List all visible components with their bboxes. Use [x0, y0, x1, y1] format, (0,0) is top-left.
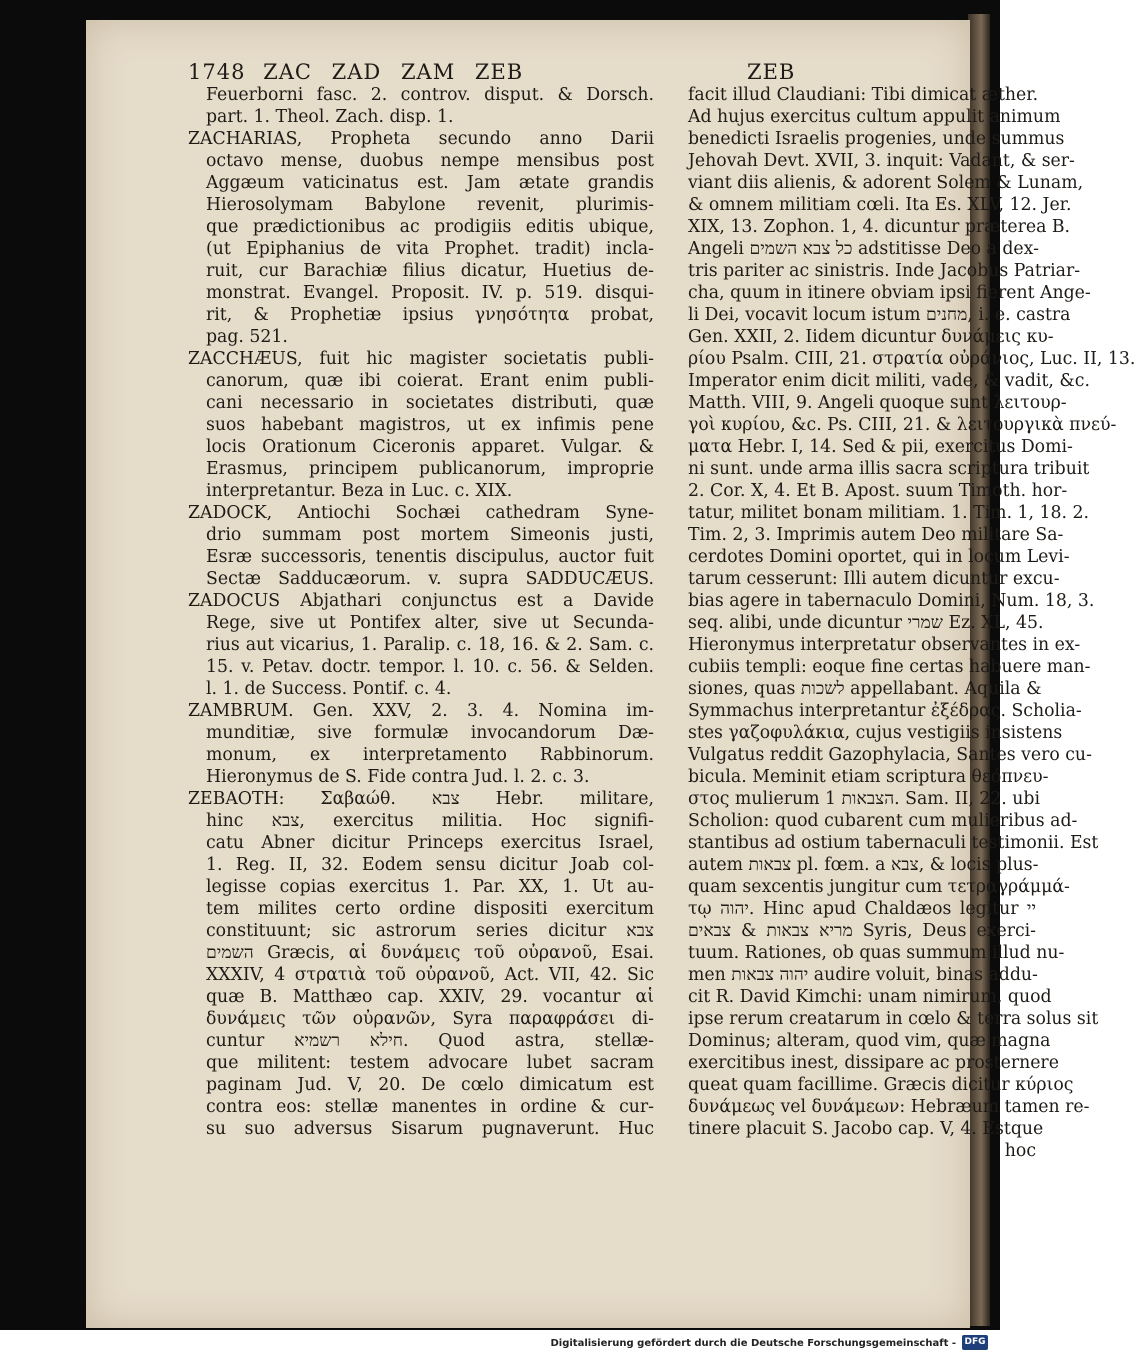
- text-line: quæ B. Matthæo cap. XXIV, 29. vocantur αἱ: [206, 987, 654, 1007]
- text-line: Feuerborni fasc. 2. controv. disput. & Dorsch.: [206, 85, 654, 105]
- text-line: li Dei, vocavit locum istum מחנים, i. e. castra: [688, 305, 1071, 325]
- text-line: cubiis templi: eoque fine certas habuere man-: [688, 657, 1091, 677]
- text-line: 15. v. Petav. doctr. tempor. l. 10. c. 56. & Selden.: [206, 657, 654, 677]
- text-line: מריא צבאות & צבאים Syris, Deus exerci-: [688, 921, 1036, 941]
- text-line: Hierosolymam Babylone revenit, plurimis-: [206, 195, 654, 215]
- text-line: Jehovah Devt. XVII, 3. inquit: Vadant, & ser-: [688, 151, 1075, 171]
- running-head-term: ZAD: [331, 60, 382, 84]
- text-line: ZACCHÆUS, fuit hic magister societatis publi-: [188, 349, 654, 369]
- text-line: Hieronymus de S. Fide contra Jud. l. 2. c. 3.: [206, 767, 590, 787]
- text-line: γοὶ κυρίου, &c. Ps. CIII, 21. & λειτουργικὰ πνεύ-: [688, 415, 1117, 435]
- running-head-left: [188, 60, 535, 84]
- text-line: ZADOCK, Antiochi Sochæi cathedram Syne-: [188, 503, 654, 523]
- text-line: Gen. XXII, 2. Iidem dicuntur δυνάμεις κυ-: [688, 327, 1054, 347]
- left-text-column: [188, 84, 654, 1140]
- text-line: τῳ יהוה. Hinc apud Chaldæos legitur יי: [688, 899, 1036, 919]
- text-line: cani necessario in societates distributi, quæ: [206, 393, 654, 413]
- text-line: stes γαζοφυλάκια, cujus vestigiis insistens: [688, 723, 1063, 743]
- text-line: viant diis alienis, & adorent Solem & Lunam,: [688, 173, 1084, 193]
- text-line: tatur, militet bonam militiam. 1. Tim. 1, 18. 2.: [688, 503, 1089, 523]
- text-line: δυνάμεως vel δυνάμεων: Hebræum tamen re-: [688, 1097, 1090, 1117]
- text-line: monum, ex interpretamento Rabbinorum.: [206, 745, 654, 765]
- running-head-term: ZEB: [474, 60, 524, 84]
- text-line: XXXIV, 4 στρατιὰ τοῦ οὐρανοῦ, Act. VII, 42. Sic: [206, 965, 654, 985]
- text-line: legisse copias exercitus 1. Par. XX, 1. Ut au-: [206, 877, 654, 897]
- text-line: benedicti Israelis progenies, unde summus: [688, 129, 1065, 149]
- text-line: cuntur חילא רשמיא. Quod astra, stellæ-: [206, 1031, 654, 1051]
- text-line: contra eos: stellæ manentes in ordine & cur-: [206, 1097, 654, 1117]
- right-text-column: [688, 84, 1135, 1162]
- text-line: drio summam post mortem Simeonis justi,: [206, 525, 654, 545]
- text-line: Angeli כל צבא השמים adstitisse Deo a dex-: [688, 239, 1039, 259]
- page-number: 1748: [188, 60, 246, 84]
- text-line: tem milites certo ordine dispositi exercitum: [206, 899, 654, 919]
- text-line: stantibus ad ostium tabernaculi testimonii. Est: [688, 833, 1099, 853]
- text-line: Esræ successoris, tenentis discipulus, auctor fuit: [206, 547, 654, 567]
- text-line: στος mulierum הצבאות 1. Sam. II, 22. ubi: [688, 789, 1041, 809]
- text-line: ZAMBRUM. Gen. XXV, 2. 3. 4. Nomina im-: [188, 701, 654, 721]
- running-head-terms: [263, 60, 535, 84]
- text-line: ZADOCUS Abjathari conjunctus est a Davide: [188, 591, 654, 611]
- running-head-right: ZEB: [747, 60, 796, 84]
- text-line: suos habebant magistros, ut ex infimis pene: [206, 415, 654, 435]
- text-line: Dominus; alteram, quod vim, quæ magna: [688, 1031, 1051, 1051]
- text-line: 2. Cor. X, 4. Et B. Apost. suum Timoth. hor-: [688, 481, 1068, 501]
- running-head-term: ZAC: [263, 60, 312, 84]
- dfg-logo: DFG: [962, 1335, 988, 1350]
- text-line: cha, quum in itinere obviam ipsi fierent Ange-: [688, 283, 1091, 303]
- text-line: locis Orationum Ciceronis apparet. Vulgar. &: [206, 437, 654, 457]
- text-line: su suo adversus Sisarum pugnaverunt. Huc: [206, 1119, 654, 1139]
- text-line: munditiæ, sive formulæ invocandorum Dæ-: [206, 723, 654, 743]
- text-line: Rege, sive ut Pontifex alter, sive ut Secunda-: [206, 613, 654, 633]
- text-line: queat quam facillime. Græcis dicitur κύριος: [688, 1075, 1074, 1095]
- text-line: cerdotes Domini oportet, qui in locum Levi-: [688, 547, 1070, 567]
- text-line: Ad hujus exercitus cultum appulit animum: [688, 107, 1061, 127]
- text-line: Symmachus interpretantur ἐξέδρας. Scholia-: [688, 701, 1082, 721]
- text-line: & omnem militiam cœli. Ita Es. XLV, 12. Jer.: [688, 195, 1072, 215]
- text-line: tuum. Rationes, ob quas summum illud nu-: [688, 943, 1065, 963]
- text-line: l. 1. de Success. Pontif. c. 4.: [206, 679, 452, 699]
- text-line: constituunt; sic astrorum series dicitur צבא: [206, 921, 654, 941]
- text-line: ματα Hebr. I, 14. Sed & pii, exercitus Domi-: [688, 437, 1073, 457]
- text-line: ZACHARIAS, Propheta secundo anno Darii: [188, 129, 654, 149]
- text-line: Sectæ Sadducæorum. v. supra SADDUCÆUS.: [206, 569, 654, 589]
- text-line: Vulgatus reddit Gazophylacia, Santes vero cu-: [688, 745, 1092, 765]
- text-line: hoc: [1004, 1141, 1036, 1161]
- text-line: men יהוה צבאות audire voluit, binas addu-: [688, 965, 1038, 985]
- text-line: (ut Epiphanius de vita Prophet. tradit) incla-: [206, 239, 654, 259]
- text-line: que prædictionibus ac prodigiis editis ubique,: [206, 217, 654, 237]
- text-line: Scholion: quod cubarent cum mulieribus ad-: [688, 811, 1078, 831]
- text-line: part. 1. Theol. Zach. disp. 1.: [206, 107, 454, 127]
- text-line: Matth. VIII, 9. Angeli quoque sunt λειτουρ-: [688, 393, 1067, 413]
- text-line: quam sexcentis jungitur cum τετραγράμμά-: [688, 877, 1070, 897]
- text-line: catu Abner dicitur Princeps exercitus Israel,: [206, 833, 654, 853]
- text-line: δυνάμεις τῶν οὐρανῶν, Syra παραφράσει di-: [206, 1009, 654, 1029]
- text-line: 1. Reg. II, 32. Eodem sensu dicitur Joab col-: [206, 855, 654, 875]
- text-line: que militent: testem advocare lubet sacram: [206, 1053, 654, 1073]
- text-line: השמים Græcis, αἱ δυνάμεις τοῦ οὐρανοῦ, Esai.: [206, 943, 654, 963]
- text-line: XIX, 13. Zophon. 1, 4. dicuntur præterea B.: [688, 217, 1071, 237]
- text-line: ruit, cur Barachiæ filius dicatur, Huetius de-: [206, 261, 654, 281]
- book-page: [86, 20, 1135, 1328]
- text-line: interpretantur. Beza in Luc. c. XIX.: [206, 481, 513, 501]
- text-line: rius aut vicarius, 1. Paralip. c. 18, 16. & 2. Sam. c.: [206, 635, 654, 655]
- text-line: ipse rerum creatarum in cœlo & terra solus sit: [688, 1009, 1099, 1029]
- text-line: paginam Jud. V, 20. De cœlo dimicatum est: [206, 1075, 654, 1095]
- text-line: tinere placuit S. Jacobo cap. V, 4. Estque: [688, 1119, 1044, 1139]
- text-line: hinc צבא, exercitus militia. Hoc signifi-: [206, 811, 654, 831]
- text-line: Tim. 2, 3. Imprimis autem Deo militare Sa-: [688, 525, 1064, 545]
- text-line: bicula. Meminit etiam scriptura θεόπνευ-: [688, 767, 1049, 787]
- text-line: facit illud Claudiani: Tibi dimicat æther.: [688, 85, 1039, 105]
- text-line: ZEBAOTH: Σαβαώθ. צבא Hebr. militare,: [188, 789, 654, 809]
- funding-notice: Digitalisierung gefördert durch die Deutsche Forschungsgemeinschaft -: [550, 1338, 956, 1349]
- text-line: ρίου Psalm. CIII, 21. στρατία οὐράνιος, Luc. II, 13.: [688, 349, 1135, 369]
- text-line: pag. 521.: [206, 327, 288, 347]
- text-line: autem צבאות pl. fœm. a צבא, & locis plus-: [688, 855, 1039, 875]
- text-line: tris pariter ac sinistris. Inde Jacobus Patriar-: [688, 261, 1081, 281]
- running-head-term: ZAM: [400, 60, 456, 84]
- text-line: Hieronymus interpretatur observantes in ex-: [688, 635, 1081, 655]
- text-line: monstrat. Evangel. Proposit. IV. p. 519. disqui-: [206, 283, 654, 303]
- text-line: seq. alibi, unde dicuntur שמרי Ez. XL, 45.: [688, 613, 1044, 633]
- text-line: cit R. David Kimchi: unam nimirum, quod: [688, 987, 1052, 1007]
- digitization-footer: [0, 1330, 1000, 1358]
- text-line: rit, & Prophetiæ ipsius γνησότητα probat,: [206, 305, 654, 325]
- text-line: Imperator enim dicit militi, vade, & vadit, &c.: [688, 371, 1090, 391]
- text-line: canorum, quæ ibi coierat. Erant enim publi-: [206, 371, 654, 391]
- text-line: ni sunt. unde arma illis sacra scriptura tribuit: [688, 459, 1090, 479]
- text-line: Aggæum vaticinatus est. Jam ætate grandis: [206, 173, 654, 193]
- text-line: tarum cesserunt: Illi autem dicuntur excu-: [688, 569, 1060, 589]
- text-line: Erasmus, principem publicanorum, improprie: [206, 459, 654, 479]
- text-line: exercitibus inest, dissipare ac prosternere: [688, 1053, 1059, 1073]
- text-line: siones, quas לשכות appellabant. Aquila &: [688, 679, 1042, 699]
- text-line: octavo mense, duobus nempe mensibus post: [206, 151, 654, 171]
- text-line: bias agere in tabernaculo Domini, Num. 18, 3.: [688, 591, 1095, 611]
